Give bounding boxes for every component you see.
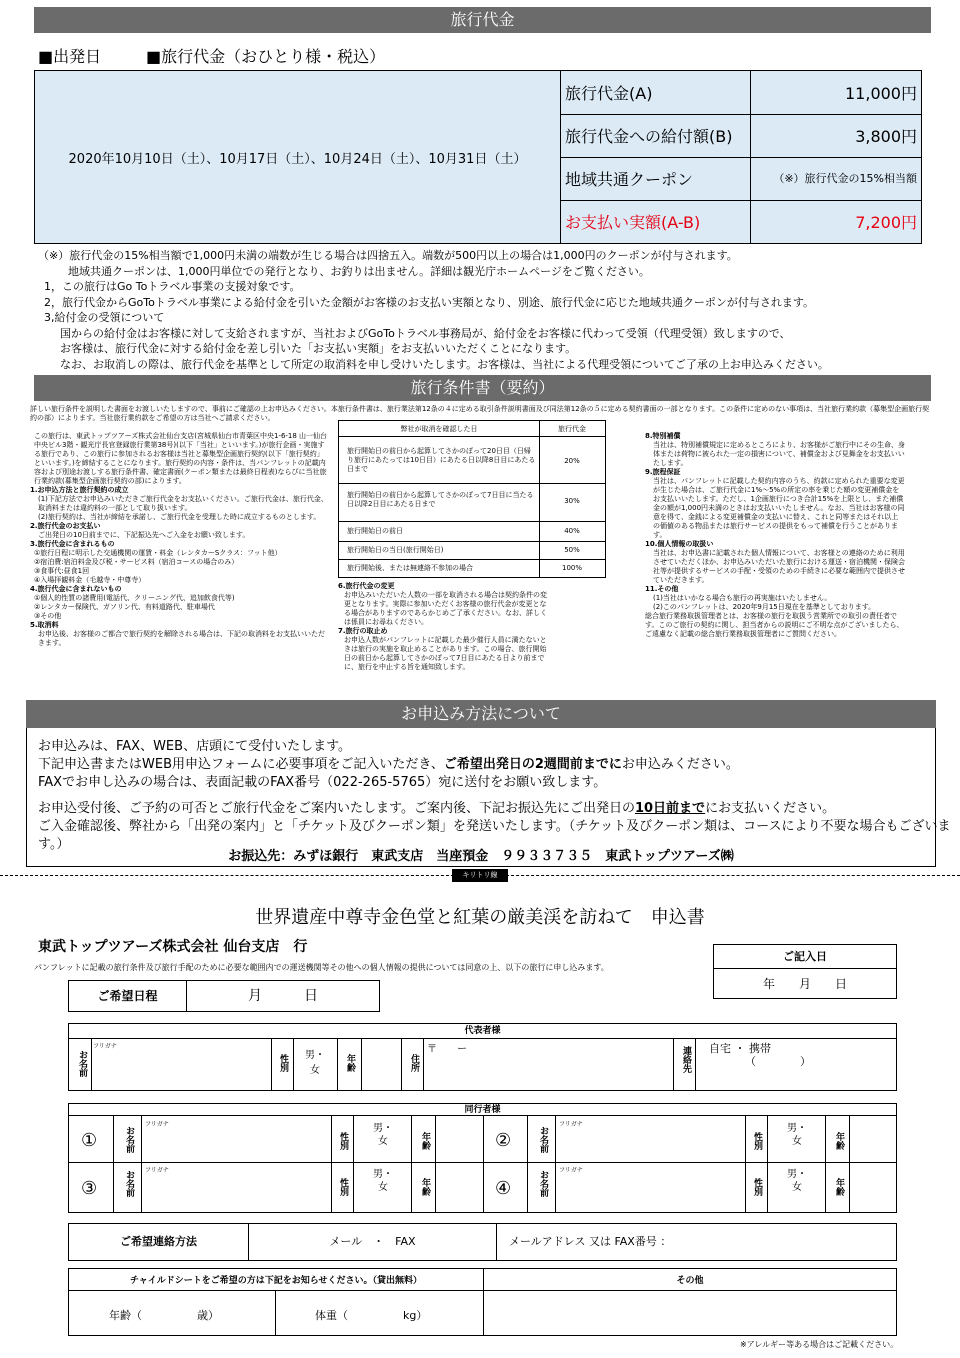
cut-label: キリトリ線: [452, 869, 508, 882]
wish-date-label: ご希望日程: [69, 981, 187, 1011]
apply-text: [38, 738, 960, 854]
companion-age-label: 年齢: [834, 1178, 844, 1196]
cancel-row: 旅行開始日の前日から起算してさかのぼって20日目（日帰り旅行にあたっては10日目）にあたる日以降8日目にあたる日まで: [347, 447, 536, 473]
rep-furigana: フリガナ: [93, 1043, 117, 1050]
rep-age-field[interactable]: [363, 1041, 399, 1088]
other-label: その他: [676, 1276, 704, 1286]
price-label-coupon: 地域共通クーポン: [565, 170, 694, 189]
rep-label: 代表者様: [69, 1024, 896, 1039]
child-weight-field[interactable]: 体重（ kg）: [315, 1309, 428, 1322]
rep-sex-label: 性別: [278, 1054, 288, 1072]
price-label-a: 旅行代金(A): [565, 84, 653, 103]
price-label-b: 旅行代金への給付額(B): [565, 127, 733, 146]
price-value-a: 11,000円: [845, 84, 917, 103]
companion-furigana: フリガナ: [145, 1121, 169, 1128]
companion-1-age-field[interactable]: [437, 1118, 481, 1160]
companion-3-age-field[interactable]: [437, 1164, 481, 1210]
note-line: 3,給付金の受領について: [44, 311, 165, 324]
cancel-table: [338, 420, 606, 578]
cancel-rate: 30%: [564, 497, 580, 505]
apply-line: お申込受付後、ご予約の可否とご旅行代金をご案内いたします。ご案内後、下記お振込先にご出発日の10日前までにお支払いください。: [38, 801, 836, 816]
companion-num-1: ①: [81, 1130, 98, 1151]
price-value-coupon: （※）旅行代金の15%相当額: [773, 172, 917, 185]
price-value-payment: 7,200円: [855, 213, 917, 232]
companion-furigana: フリガナ: [145, 1167, 169, 1174]
rep-contact-field[interactable]: （ ）: [745, 1055, 811, 1068]
rep-name-field[interactable]: [93, 1044, 271, 1088]
mail-fax-label: メールアドレス 又は FAX番号 ：: [509, 1235, 672, 1248]
companion-age-label: 年齢: [420, 1178, 430, 1196]
companion-2-sex-field[interactable]: 男・女: [787, 1123, 807, 1147]
companion-3-sex-field[interactable]: 男・女: [373, 1169, 393, 1193]
cancel-head-fee: 旅行代金: [558, 425, 586, 433]
cancel-rate: 40%: [564, 527, 580, 535]
cancel-row: 旅行開始日の前日から起算してさかのぼって7日目に当たる日以降2日目にあたる日まで: [347, 491, 534, 508]
form-title: 世界遺産中尊寺金色堂と紅葉の厳美渓を訪ねて 申込書: [255, 907, 705, 928]
companion-num-3: ③: [81, 1178, 98, 1199]
conditions-col2: 6.旅行代金の変更 お申込みいただいた人数の一部を取消される場合は契約条件の変更となります。実際に参加いただくお客様の旅行代金が変更となる場合がありますのであらかじめご了承ください。なお、詳しくは係員にお尋ねください。 7.旅行の取止め お申込人数がパンフレットに記載した最少催行人員に満たないときは旅行の実施を取止めることがあります。この場合、旅行開始日の前日から起算してさかのぼって7日目にあたる日より前までに、旅行を中止する旨を通知致します。: [338, 582, 547, 671]
rep-name-label: お名前: [77, 1050, 87, 1077]
companion-table: [68, 1103, 897, 1213]
price-header: 旅行代金: [34, 7, 931, 33]
cancel-row: 旅行開始日の当日(旅行開始日): [347, 546, 444, 554]
companion-1-name-field[interactable]: [145, 1124, 329, 1160]
cancel-head-date: 弊社が取消を確認した日: [400, 425, 478, 433]
other-field[interactable]: [487, 1293, 893, 1333]
wish-date-field[interactable]: 月 日: [248, 988, 318, 1004]
companion-sex-label: 性別: [752, 1132, 762, 1150]
departure-dates: 2020年10月10日（土）、10月17日（土）、10月24日（土）、10月31日（土）: [35, 71, 561, 243]
wish-date-box: [68, 980, 380, 1012]
child-age-field[interactable]: 年齢（ 歳）: [109, 1309, 219, 1322]
companion-label: 同行者様: [69, 1104, 896, 1116]
note-line: お客様は、旅行代金に対する給付金を差し引いた「お支払い実額」をお支払いいただくことになります。: [60, 342, 577, 355]
rep-contact-type[interactable]: 自宅 ・ 携帯: [709, 1042, 771, 1055]
companion-name-label: お名前: [538, 1126, 548, 1153]
companion-name-label: お名前: [124, 1126, 134, 1153]
price-table: [34, 70, 922, 244]
companion-furigana: フリガナ: [559, 1121, 583, 1128]
entry-date-label: ご記入日: [714, 945, 896, 969]
companion-sex-label: 性別: [338, 1132, 348, 1150]
label-travel-price: ■旅行代金（おひとり様・税込）: [146, 47, 386, 66]
companion-4-sex-field[interactable]: 男・女: [787, 1169, 807, 1193]
note-line: 1，この旅行はGo Toトラベル事業の支援対象です。: [44, 280, 301, 293]
companion-4-age-field[interactable]: [851, 1164, 895, 1210]
apply-header: お申込み方法について: [26, 700, 936, 728]
companion-furigana: フリガナ: [559, 1167, 583, 1174]
note-line: （※）旅行代金の15%相当額で1,000円未満の端数が生じる場合は四捨五入。端数が500円以上の場合は1,000円のクーポンが付与されます。: [38, 249, 738, 262]
conditions-col3: 8.特別補償 当社は、特別補償規定に定めるところにより、お客様がご旅行中にその生命、身体または荷物に被られた一定の損害について、補償金および見舞金をお支払いいたします。 9.旅程保証 当社は、パンフレットに記載した契約内容のうち、約款に定められた重要な変更が生じた場合は、ご旅行代金に1%～5%の所定の率を乗じた額の変更補償金をお支払いいたします。ただし、1企画旅行につき合計15%を上限とし、また補償金の額が1,000円未満のときはお支払いいたしません。なお、当社はお客様の同意を得て、金銭による変更補償金の支払いに替え、これと同等またはそれ以上の価値のある物品または旅行サービスの提供をもって補償を行うことがあります。 10.個人情報の取扱い 当社は、お申込書に記載された個人情報について、お客様との連絡のために利用させていただくほか、お申込みいただいた旅行における運送・宿泊機関・保険会社等が提供するサービスの手配・受領のための手続きに必要な範囲内で提供させていただきます。 11.その他 (1)当社はいかなる場合も旅行の再実施はいたしません。 (2)このパンフレットは、2020年9月15日現在を基準としております。 総合旅行業務取扱管理者とは、お客様の旅行を取扱う営業所での取引の責任者です。このご旅行の契約に関し、担当者からの説明にご不明な点がございましたら、ご遠慮なく記載の総合旅行業務取扱管理者にご質問ください。: [645, 432, 905, 638]
cancel-row: 旅行開始日の前日: [347, 527, 403, 535]
cancel-rate: 20%: [564, 457, 580, 465]
child-seat-table: [68, 1268, 897, 1336]
note-line: 国からの給付金はお客様に対して支給されますが、当社およびGoToトラベル事務局が、給付金をお客様に代わって受領（代理受領）致しますので、: [60, 326, 791, 340]
entry-date-box: [713, 944, 897, 999]
apply-line: 下記申込書またはWEB用申込フォームに必要事項をご記入いただき、ご希望出発日の2週間前までにお申込みください。: [38, 757, 739, 772]
rep-contact-label: 連絡先: [681, 1046, 691, 1073]
companion-age-label: 年齢: [834, 1132, 844, 1150]
conditions-intro: 詳しい旅行条件を説明した書面をお渡しいたしますので、事前にご確認の上お申込みください。本旅行条件書は、旅行業法第12条の４に定める取引条件説明書面及び同法第12条の５に定める契約書面の一部となります。この条件に定めのない事項は、当社旅行業約款（募集型企画旅行契約の部）によります。当社旅行業約款をご希望の方は当社へご請求ください。: [30, 405, 930, 422]
form-to: 東武トップツアーズ株式会社 仙台支店 行: [38, 939, 308, 955]
child-seat-label: チャイルドシートをご希望の方は下記をお知らせください。（貸出無料）: [130, 1276, 422, 1286]
cancel-row: 旅行開始後、または無連絡不参加の場合: [347, 564, 473, 572]
apply-line: ご入金確認後、弊社から「出発の案内」と「チケット及びクーポン類」を発送いたします。（チケット及びクーポン類は、コースにより不要な場合もございます。）: [38, 819, 951, 852]
representative-table: [68, 1023, 897, 1091]
rep-address-label: 住所: [409, 1054, 419, 1072]
allergy-note: ※アレルギー等ある場合はご記載ください。: [740, 1340, 899, 1349]
form-consent: パンフレットに記載の旅行条件及び旅行手配のために必要な範囲内での運送機関等その他への個人情報の提供については同意の上、以下の旅行に申し込みます。: [34, 963, 609, 972]
cancel-rate: 50%: [564, 546, 580, 554]
price-label-payment: お支払い実額(A-B): [565, 213, 701, 232]
companion-1-sex-field[interactable]: 男・女: [373, 1123, 393, 1147]
note-line: 2，旅行代金からGoToトラベル事業による給付金を引いた金額がお客様のお支払い実額となり、別途、旅行代金に応じた地域共通クーポンが付与されます。: [44, 295, 814, 309]
companion-2-age-field[interactable]: [851, 1118, 895, 1160]
note-line: なお、お取消しの際は、旅行代金を基準として所定の取消料を申し受けいたします。お客様は、当社による代理受領についてご了承の上お申込みください。: [60, 357, 829, 371]
price-value-b: 3,800円: [855, 127, 917, 146]
companion-sex-label: 性別: [338, 1178, 348, 1196]
companion-name-label: お名前: [538, 1170, 548, 1197]
contact-method-table: [68, 1223, 897, 1261]
apply-line: お申込みは、FAX、WEB、店頭にて受付いたします。: [38, 739, 352, 754]
contact-method-field[interactable]: メール ・ FAX: [249, 1224, 497, 1260]
companion-3-name-field[interactable]: [145, 1170, 329, 1210]
companion-2-name-field[interactable]: [559, 1124, 743, 1160]
cancel-rate: 100%: [561, 564, 582, 572]
contact-method-label: ご希望連絡方法: [69, 1224, 249, 1260]
price-notes: [38, 248, 829, 372]
entry-date-field[interactable]: 年 月 日: [762, 977, 847, 991]
conditions-header: 旅行条件書（要約）: [34, 375, 931, 401]
companion-num-4: ④: [495, 1178, 512, 1199]
rep-sex-field[interactable]: 男・女: [305, 1050, 325, 1076]
mail-fax-field[interactable]: [669, 1226, 889, 1258]
rep-address-field[interactable]: 〒 ー: [427, 1044, 467, 1055]
label-departure-date: ■出発日: [38, 47, 102, 66]
companion-sex-label: 性別: [752, 1178, 762, 1196]
apply-line: FAXでお申し込みの場合は、表面記載のFAX番号（022-265-5765）宛に送付をお願い致します。: [38, 775, 607, 790]
bank-info: お振込先：みずほ銀行 東武支店 当座預金 ９９３３７３５ 東武トップツアーズ㈱: [228, 849, 734, 864]
companion-name-label: お名前: [124, 1170, 134, 1197]
rep-age-label: 年齢: [345, 1054, 355, 1072]
companion-age-label: 年齢: [420, 1132, 430, 1150]
note-line: 地域共通クーポンは、1,000円単位での発行となり、お釣りは出ません。詳細は観光庁ホームページをご覧ください。: [68, 264, 650, 278]
companion-num-2: ②: [495, 1130, 512, 1151]
companion-4-name-field[interactable]: [559, 1170, 743, 1210]
conditions-col1: この旅行は、東武トップツアーズ株式会社仙台支店(宮城県仙台市青葉区中央1-6-18 山一仙台中央ビル3階・観光庁長官登録旅行業第38号)(以下「当社」といいます。)が旅行企画・実施する旅行であり、この旅行に参加されるお客様は当社と募集型企画旅行契約(以下「旅行契約」といいます。)を締結することになります。旅行契約の内容・条件は、当パンフレットの記載内容および別途お渡しする旅行条件書、確定書面(クーポン類または最終日程表)ならびに当社旅行業約款(募集型企画旅行契約の部)によります。 1.お申込方法と旅行契約の成立 (1)下記方法でお申込みいただきご旅行代金をお支払いください。ご旅行代金は、旅行代金、取消料または違約料の一部として取り扱います。 (2)旅行契約は、当社が締結を承諾し、ご旅行代金を受理した時に成立するものとします。 2.旅行代金のお支払い ご出発日の10日前までに、下記振込先へご入金をお願い致します。 3.旅行代金に含まれるもの ①旅行日程に明示した交通機関の運賃・料金（レンタカーSクラス：フット他） ②宿泊費:宿泊料金及び税・サービス料（宿泊コースの場合のみ） ③食事代:昼食1回 ④入場拝観料金（毛越寺・中尊寺） 4.旅行代金に含まれないもの ①個人的性質の諸費用(電話代、クリーニング代、追加飲食代等) ②レンタカー保険代、ガソリン代、有料道路代、駐車場代 ③その他 5.取消料 お申込後、お客様のご都合で旅行契約を解除される場合は、下記の取消料をお支払いいただきます。: [30, 432, 328, 647]
